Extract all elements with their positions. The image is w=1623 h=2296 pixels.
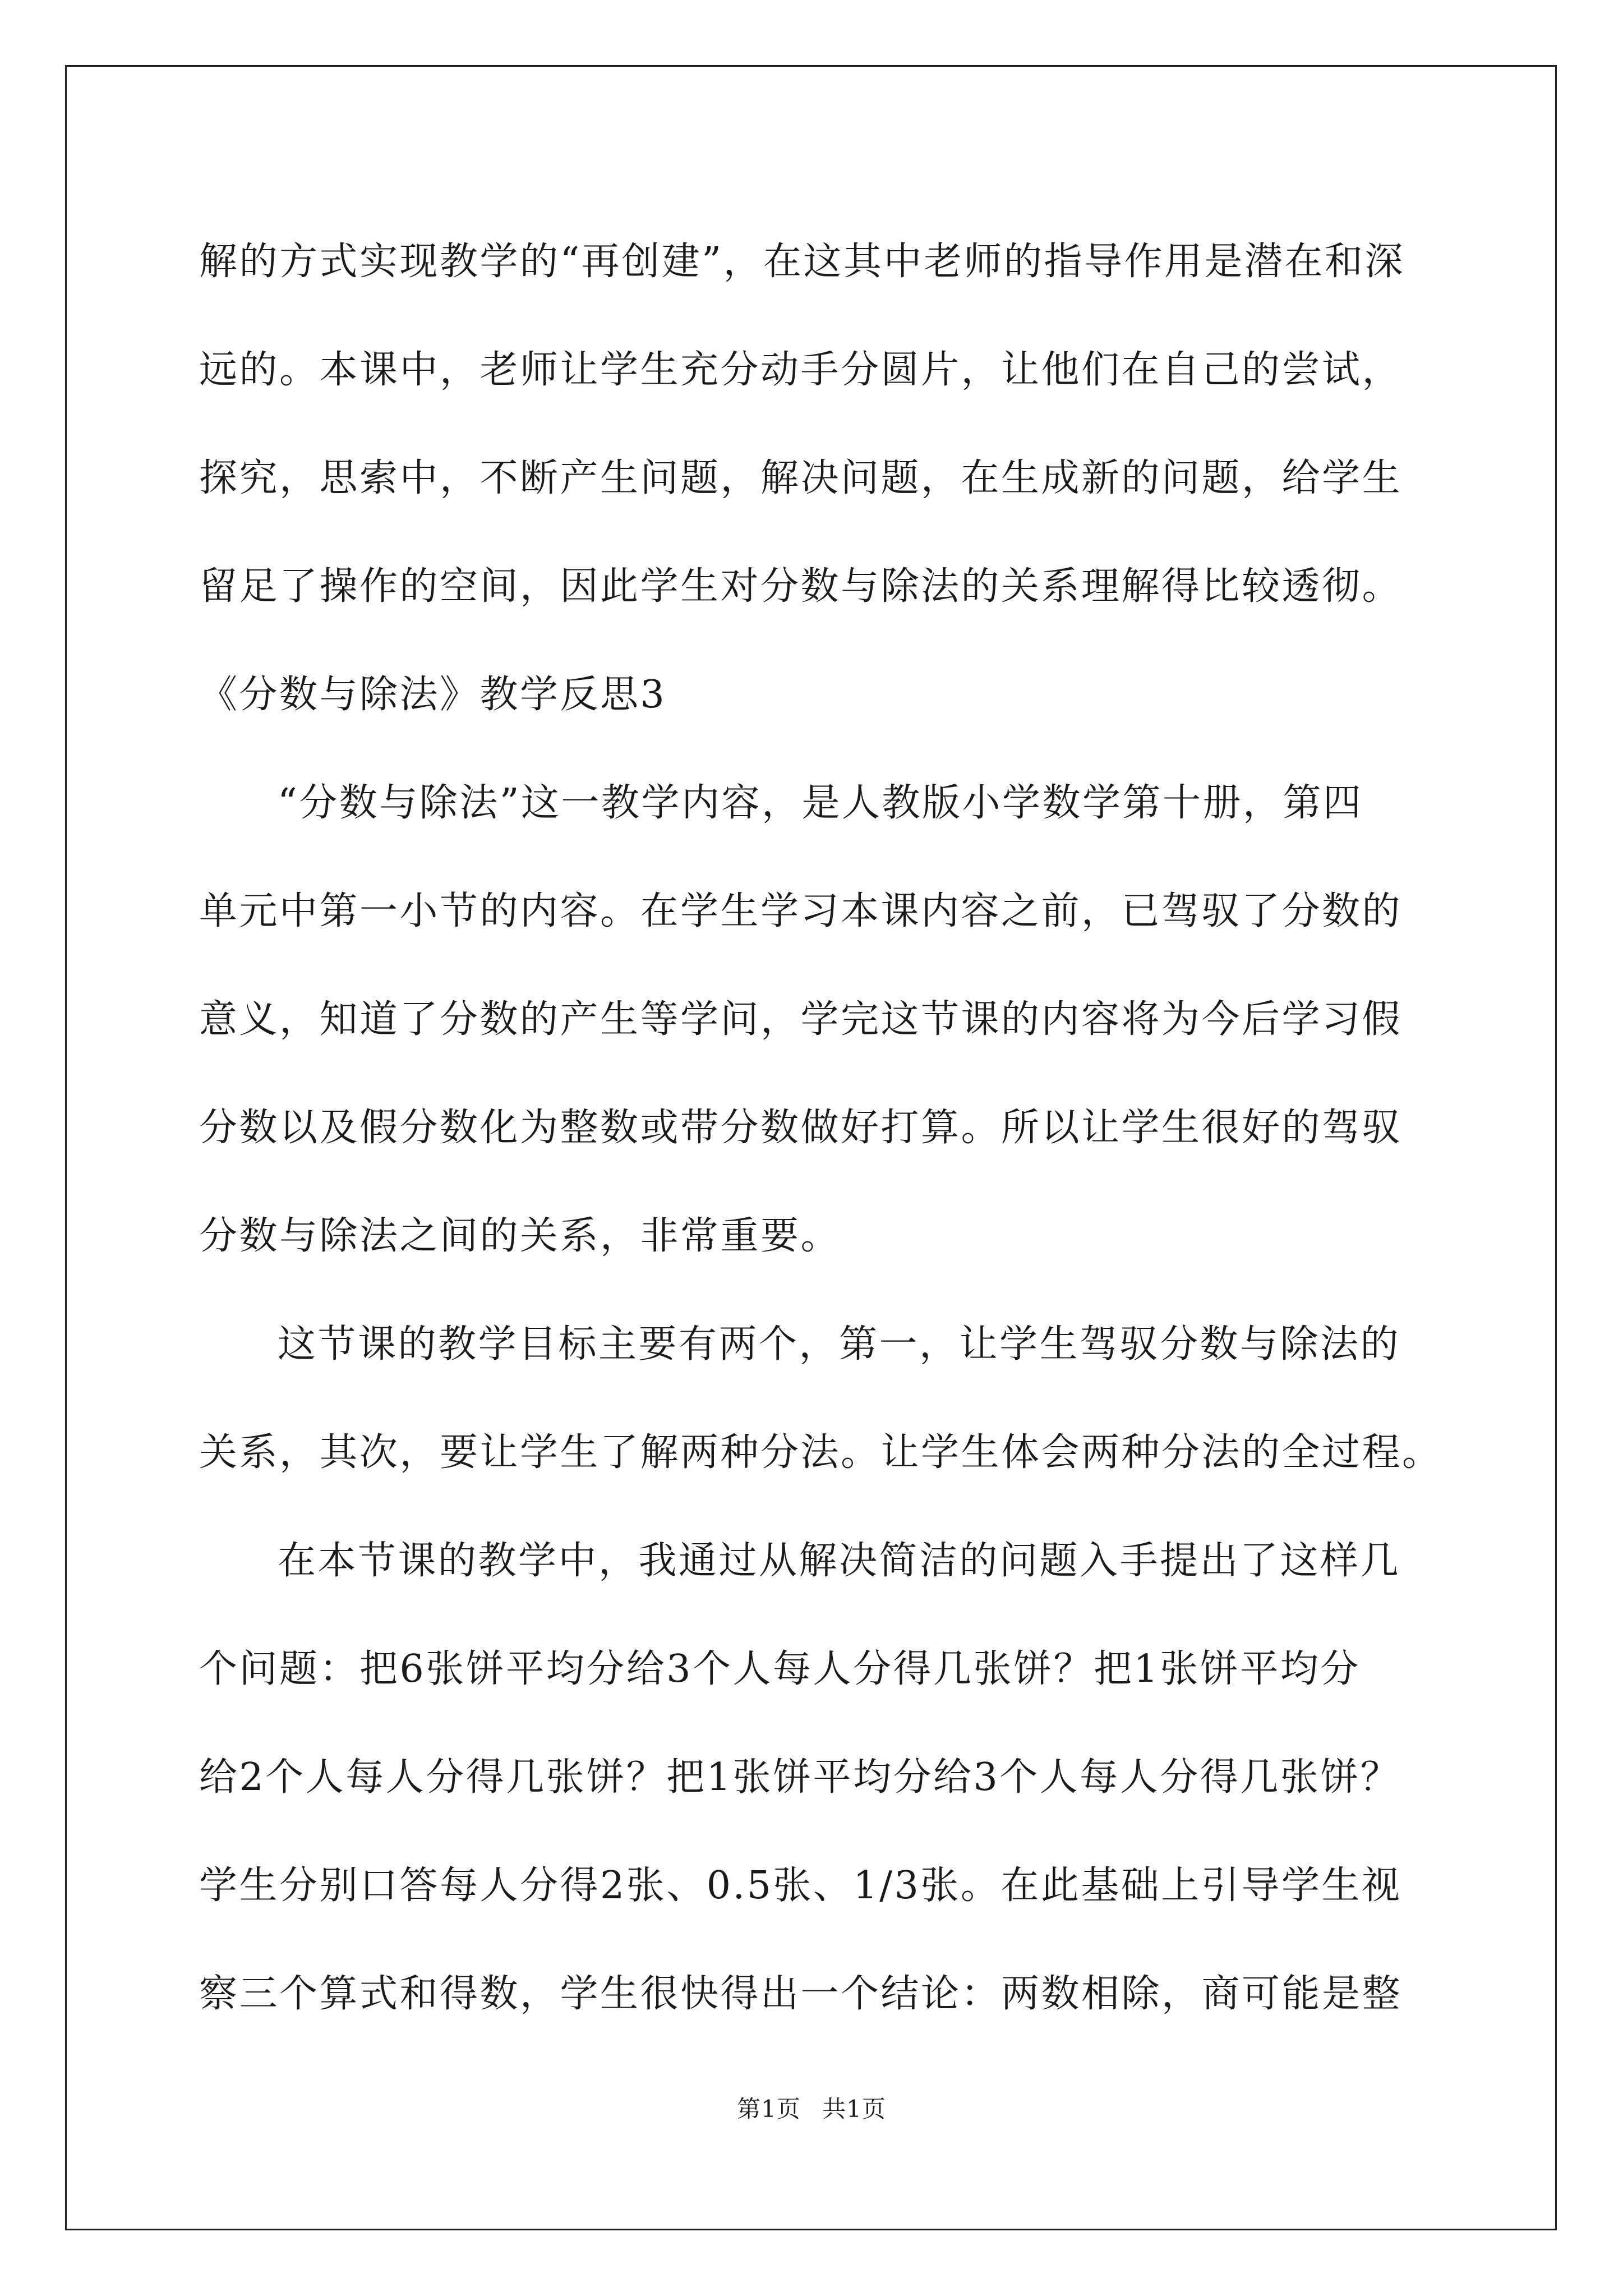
text-line: 给2个人每人分得几张饼？把1张饼平均分给3个人每人分得几张饼？ [199, 1755, 1401, 1800]
text-line: 这节课的教学目标主要有两个，第一，让学生驾驭分数与除法的 [278, 1322, 1401, 1366]
text-line: 察三个算式和得数，学生很快得出一个结论：两数相除，商可能是整 [199, 1972, 1403, 2016]
text-line: “分数与除法”这一教学内容，是人教版小学数学第十册，第四 [278, 781, 1363, 825]
text-line: 分数与除法之间的关系，非常重要。 [199, 1214, 841, 1258]
page-footer [0, 2092, 1623, 2126]
text-line: 解的方式实现教学的“再创建”，在这其中老师的指导作用是潜在和深 [199, 240, 1405, 284]
text-line: 学生分别口答每人分得2张、0.5张、1/3张。在此基础上引导学生视 [199, 1864, 1402, 1908]
section-heading: 《分数与除法》教学反思3 [199, 673, 667, 717]
text-line: 探究，思索中，不断产生问题，解决问题，在生成新的问题，给学生 [199, 456, 1403, 500]
text-line: 分数以及假分数化为整数或带分数做好打算。所以让学生很好的驾驭 [199, 1106, 1403, 1150]
page-total: 共1页 [822, 2095, 886, 2123]
document-body [199, 208, 1442, 2048]
text-line: 个问题：把6张饼平均分给3个人每人分得几张饼？把1张饼平均分 [199, 1647, 1361, 1691]
text-line: 单元中第一小节的内容。在学生学习本课内容之前，已驾驭了分数的 [199, 889, 1403, 933]
text-line: 远的。本课中，老师让学生充分动手分圆片，让他们在自己的尝试， [199, 348, 1403, 392]
text-line: 意义，知道了分数的产生等学问，学完这节课的内容将为今后学习假 [199, 997, 1403, 1042]
text-line: 在本节课的教学中，我通过从解决简洁的问题入手提出了这样几 [278, 1539, 1401, 1583]
text-line: 关系，其次，要让学生了解两种分法。让学生体会两种分法的全过程。 [199, 1430, 1442, 1475]
page-number: 第1页 [737, 2095, 801, 2123]
text-line: 留足了操作的空间，因此学生对分数与除法的关系理解得比较透彻。 [199, 564, 1403, 609]
